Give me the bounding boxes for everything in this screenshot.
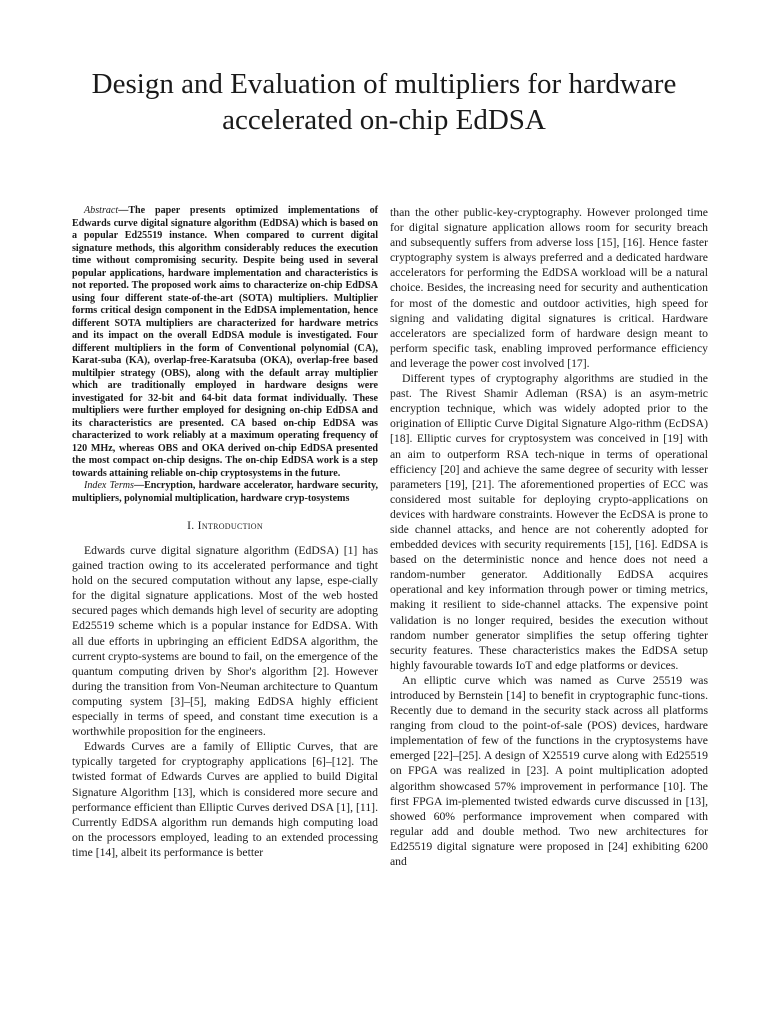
left-column [72, 205, 378, 860]
right-column [390, 205, 708, 869]
title-line-1: Design and Evaluation of multipliers for hardware [91, 68, 677, 100]
paragraph-4: Different types of cryptography algorithms are studied in the past. The Rivest Shamir Adleman (RSA) is an asym-metric encryption technique, which was widely adopted prior to the origination of Elliptic Curve Digital Signature Algo-rithm (EcDSA) [18]. Elliptic curves for cryptosystem was conceived in [19] with an aim to outperform RSA tech-nique in terms of operational efficiency [20] and achieve the same degree of security with lesser parameters [19], [21]. The aforementioned properties of ECC was considered most suitable for deploying crypto-applications on devices with hardware constraints. However the EcDSA is prone to side channel attacks, and hence are not coherently adopted for embedded devices with security requirements [15], [16]. EdDSA is based on the deterministic nonce and hence does not need a random-number generator. Additionally EdDSA acquires operational and key information through power or timing metrics, making it resilient to side-channel attacks. The expensive point validation is no longer required, besides the execution without random number generator simplifies the setup offering tighter security features. These characteristics makes the EdDSA setup highly favourable towards IoT and edge platforms or devices. [390, 372, 708, 672]
paper-title [40, 66, 728, 138]
section-name: Introduction [197, 519, 263, 532]
paragraph-5: An elliptic curve which was named as Curve 25519 was introduced by Bernstein [14] to benefit in cryptographic func-tions. Recently due to demand in the security stack across all platforms ranging from cloud to the point-of-sale (POS) devices, hardware implementation of few of the functions in the cryptosystems have emerged [22]–[25]. A design of X25519 curve along with Ed25519 on FPGA was realized in [23]. A point multiplication adopted algorithm showcased 57% improvement in performance [10]. The first FPGA im-plemented twisted edwards curve discussed in [13], showed 60% performance improvement when compared with regular add and double method. Two new architectures for Ed25519 digital signature were proposed in [24] exhibiting 6200 and [390, 673, 708, 869]
abstract [72, 205, 378, 480]
section-number: I. [187, 519, 198, 532]
index-terms-text: —Encryption, hardware accelerator, hardware security, multipliers, polynomial multiplication, hardware cryp-tosystems [72, 480, 378, 504]
paragraph-1: Edwards curve digital signature algorithm (EdDSA) [1] has gained traction owing to its accelerated performance and tight hold on the secured computation without any lapse, espe-cially for the digital signature applications. Most of the web hosted secured pages which demands high level of security are adopting Ed25519 scheme which is a popular instance for EdDSA. With all due efforts in upbringing an efficient EdDSA algorithm, the current crypto-systems are bound to fail, on the emergence of the quantum computing driven by Shor's algorithm [2]. However during the transition from Von-Neuman architecture to Quantum computing system [3]–[5], making EdDSA highly efficient especially in terms of speed, and constant time execution is a worthwhile proposition for the engineers. [72, 544, 378, 739]
index-terms-label: Index Terms [84, 480, 134, 491]
title-line-2: accelerated on-chip EdDSA [222, 104, 546, 136]
section-heading-introduction [72, 519, 378, 532]
paragraph-2: Edwards Curves are a family of Elliptic Curves, that are typically targeted for cryptography applications [6]–[12]. The twisted format of Edwards Curves are applied to build Digital Signature Algorithm [13], which is considered more secure and performance efficient than Elliptic Curves derived DSA [1], [11]. Currently EdDSA algorithm run demands high computing load on the processors employed, leading to an extended processing time [14], albeit its performance is better [72, 740, 378, 859]
paragraph-3: than the other public-key-cryptography. However prolonged time for digital signature application allows room for security breach and subsequently suffers from adverse loss [15], [16]. Hence faster cryptography system is always preferred and a dedicated hardware accelerators for performing the EdDSA workload will be a natural choice. Besides, the increasing need for security and authentication for most of the domestic and outdoor activities, high speed for signing and validating digital signatures is critical. Hardware accelerators are specialized form of hardware design meant to perform specific task, enabling improved performance efficiency and leverage the power cost involved [17]. [390, 206, 708, 370]
abstract-text: —The paper presents optimized implementations of Edwards curve digital signature algorithm (EdDSA) which is based on a popular Ed25519 instance. When compared to current digital signature methods, this algorithm considerably reduces the execution time without compromising security. Despite being used in several popular applications, hardware implementation and characteristics is not reported. The proposed work aims to characterize on-chip EdDSA using four different state-of-the-art (SOTA) multipliers. Multiplier forms critical design component in the EdDSA implementation, hence different SOTA multipliers are characterized for hardware metrics and its impact on the overall EdDSA module is investigated. Four different multipliers in the form of Conventional polynomial (CA), Karat-suba (KA), overlap-free-Karatsuba (OKA), overlap-free based multilpier strategy (OBS), along with the default array multiplier which are traditionally employed in hardware designs were investigated for 32-bit and 64-bit data format individually. These multipliers were further employed for designing on-chip EdDSA and its characteristics are presented. CA based on-chip EdDSA was characterized to work reliably at a maximum operating frequency of 120 MHz, whereas OBS and OKA derived on-chip EdDSA presented the most compact on-chip designs. The on-chip EdDSA work is a step towards attaining reliable on-chip cryptosystems in the future. [72, 205, 378, 479]
index-terms [72, 480, 378, 505]
abstract-label: Abstract [84, 205, 119, 216]
